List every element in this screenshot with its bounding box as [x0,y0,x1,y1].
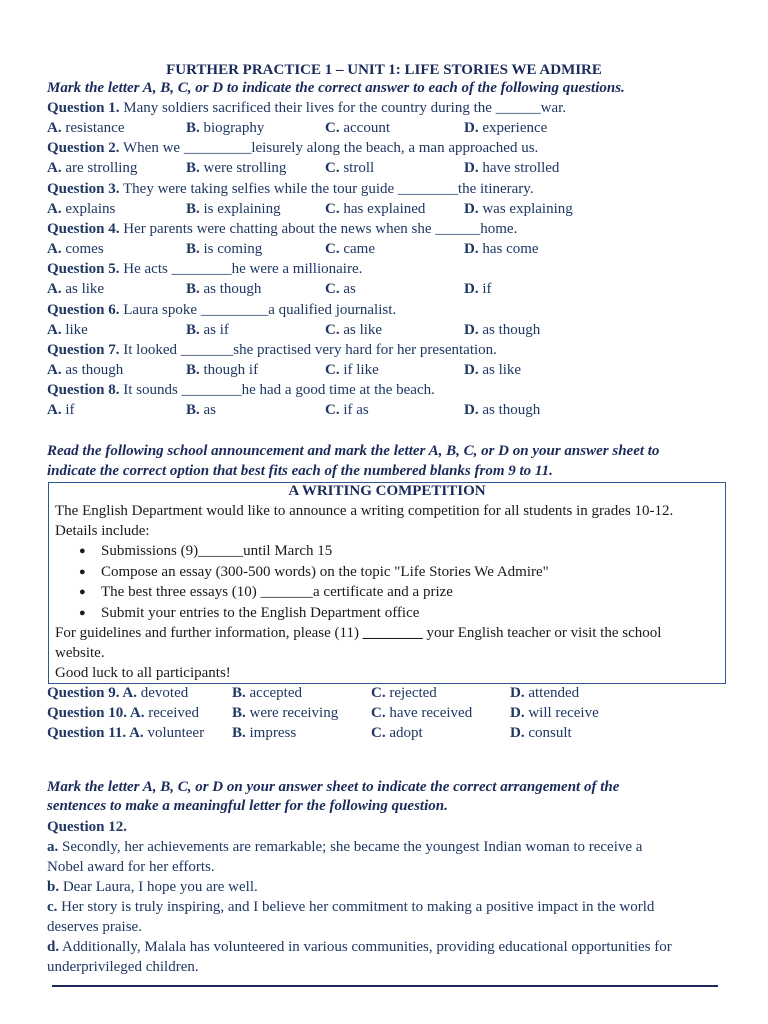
announcement-intro: The English Department would like to announce a writing competition for all students in grades 10-12. [55,503,674,519]
cloze-question[interactable]: Question 11. A. volunteer [47,724,205,741]
bottom-divider [52,985,718,987]
sentence-a: a. Secondly, her achievements are remarkable; she became the youngest Indian woman to receive a [47,839,643,855]
answer-option[interactable]: D. will receive [510,704,599,721]
answer-option[interactable]: B. is coming [186,240,263,257]
answer-option[interactable]: C. have received [371,704,473,721]
answer-option[interactable]: C. came [325,240,375,257]
announcement-details-label: Details include: [55,523,150,539]
answer-option[interactable]: B. were receiving [232,704,339,721]
answer-option[interactable]: C. stroll [325,160,375,177]
answer-blank: _________ [200,301,269,318]
answer-option[interactable]: B. accepted [232,685,302,701]
answer-blank: _________ [183,140,252,157]
answer-option[interactable]: D. as though [464,321,541,338]
answer-option[interactable]: C. adopt [371,724,423,741]
guidelines-after: your English teacher or visit the school [426,625,662,641]
guidelines-before: For guidelines and further information, please (11) [55,625,359,641]
answer-option[interactable]: B. biography [186,120,265,136]
answer-option[interactable]: D. experience [464,120,548,136]
question-stem: Question 7. It looked _______she practised very hard for her presentation. [47,341,497,358]
bullet-item-3: The best three essays (10) _______a certificate and a prize [101,584,453,600]
page-title: FURTHER PRACTICE 1 – UNIT 1: LIFE STORIES WE ADMIRE [166,62,602,78]
instruction-arrange-2: sentences to make a meaningful letter for the following question. [47,798,448,814]
bullet-icon: ● [79,607,86,619]
question-12-label: Question 12. [47,819,128,835]
answer-option[interactable]: C. rejected [371,685,437,701]
answer-option[interactable]: D. as though [464,402,541,419]
answer-option[interactable]: D. if [464,281,492,298]
announcement-heading: A WRITING COMPETITION [288,483,486,499]
answer-option[interactable]: A. as though [47,361,124,378]
answer-option[interactable]: A. resistance [47,120,125,136]
announcement-box [48,482,726,684]
answer-option[interactable]: C. has explained [325,200,426,217]
question-stem: Question 5. He acts ________he were a millionaire. [47,261,363,278]
answer-option[interactable]: D. consult [510,724,572,741]
answer-option[interactable]: C. as like [325,321,383,338]
bullet-icon: ● [79,566,86,578]
guidelines-blank: ________ [362,625,423,641]
answer-option[interactable]: B. as though [186,281,262,298]
question-stem: Question 2. When we _________leisurely along the beach, a man approached us. [47,140,539,157]
answer-blank: ________ [397,180,458,197]
announcement-guidelines [55,623,661,643]
question-stem: Question 1. Many soldiers sacrificed their lives for the country during the ______war. [47,100,567,116]
bullet-item-1: Submissions (9)______until March 15 [101,543,333,559]
instruction-mcq: Mark the letter A, B, C, or D to indicate the correct answer to each of the following questions. [47,80,625,96]
answer-blank: _______ [180,341,234,358]
answer-option[interactable]: C. if like [325,361,379,378]
bullet-item-4: Submit your entries to the English Department office [101,605,420,621]
instruction-cloze-2: indicate the correct option that best fits each of the numbered blanks from 9 to 11. [47,463,553,479]
answer-option[interactable]: A. as like [47,281,105,298]
instruction-arrange-1: Mark the letter A, B, C, or D on your answer sheet to indicate the correct arrangement of the [47,779,620,795]
answer-option[interactable]: A. explains [47,200,116,217]
sentence-c-cont: deserves praise. [47,919,142,935]
announcement-closing: Good luck to all participants! [55,665,231,681]
answer-option[interactable]: D. attended [510,685,580,701]
answer-option[interactable]: A. comes [47,240,104,257]
answer-option[interactable]: B. were strolling [186,160,287,177]
answer-blank: ________ [171,261,232,278]
answer-option[interactable]: A. like [47,321,88,338]
sentence-a-cont: Nobel award for her efforts. [47,859,215,875]
sentence-d: d. Additionally, Malala has volunteered in various communities, providing educational opportunities for [47,939,672,955]
answer-option[interactable]: C. account [325,120,390,136]
answer-option[interactable]: B. as [186,402,217,419]
bullet-icon: ● [79,586,86,598]
answer-option[interactable]: D. has come [464,240,539,257]
answer-blank: ________ [181,382,242,399]
sentence-c: c. Her story is truly inspiring, and I believe her commitment to making a positive impact in the world [47,899,655,915]
answer-option[interactable]: C. if as [325,402,369,419]
answer-option[interactable]: D. was explaining [464,200,573,217]
answer-option[interactable]: B. is explaining [186,200,281,217]
announcement-website: website. [55,645,105,661]
answer-option[interactable]: A. are strolling [47,160,138,177]
sentence-b: b. Dear Laura, I hope you are well. [47,879,258,895]
answer-blank: ______ [435,220,481,237]
cloze-question[interactable]: Question 10. A. received [47,704,200,721]
cloze-question[interactable]: Question 9. A. devoted [47,685,189,701]
answer-option[interactable]: B. though if [186,361,259,378]
answer-option[interactable]: B. impress [232,724,297,741]
instruction-cloze-1: Read the following school announcement and mark the letter A, B, C, or D on your answer sheet to [47,443,660,459]
answer-option[interactable]: D. as like [464,361,522,378]
question-stem: Question 3. They were taking selfies while the tour guide ________the itinerary. [47,180,534,197]
bullet-icon: ● [79,545,86,557]
answer-option[interactable]: B. as if [186,321,229,338]
bullet-item-2: Compose an essay (300-500 words) on the topic "Life Stories We Admire" [101,564,549,580]
answer-option[interactable]: D. have strolled [464,160,560,177]
question-stem: Question 6. Laura spoke _________a qualified journalist. [47,301,397,318]
question-stem: Question 4. Her parents were chatting about the news when she ______home. [47,220,518,237]
answer-option[interactable]: A. if [47,402,75,419]
question-stem: Question 8. It sounds ________he had a good time at the beach. [47,382,435,399]
answer-option[interactable]: C. as [325,281,356,298]
sentence-d-cont: underprivileged children. [47,959,199,975]
answer-blank: ______ [495,100,541,116]
